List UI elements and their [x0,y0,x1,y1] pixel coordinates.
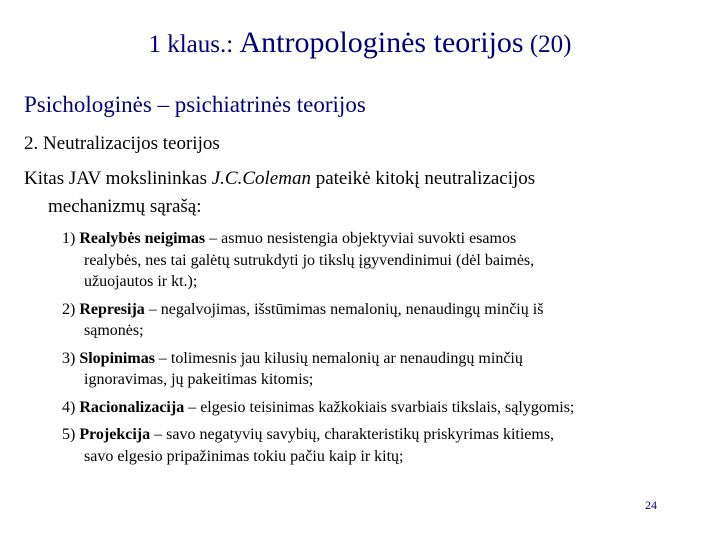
list-item [62,424,712,467]
page-number: 24 [645,498,657,512]
item-term: Projekcija [79,426,151,443]
item-text: – tolimesnis jau kilusių nemalonių ar nenaudingų minčių [154,349,523,367]
list-item [62,228,712,293]
item-text: – negalvojimas, išstūmimas nemalonių, nenaudingų minčių iš [144,300,544,318]
item-text-continuation: realybės, nes tai galėtų sutrukdyti jo tikslų įgyvendinimui (dėl baimės, [84,251,535,269]
section-heading: 2. Neutralizacijos teorijos [24,133,220,154]
intro-author: J.C.Coleman [211,168,311,189]
item-text-continuation: savo elgesio pripažinimas tokiu pačiu kaip ir kitų; [84,447,404,465]
item-text-continuation: sąmonės; [84,322,144,339]
title-number: (20) [523,31,572,58]
intro-text-start: Kitas JAV mokslininkas [24,168,212,189]
item-term: Realybės neigimas [79,230,206,247]
intro-paragraph [24,165,714,221]
slide-title [0,26,720,60]
item-number: 1) [62,230,80,247]
slide-subtitle: Psichologinės – psichiatrinės teorijos [24,92,366,117]
item-text: – savo negatyvių savybių, charakteristikų priskyrimas kitiems, [150,426,555,443]
list-item [62,397,712,419]
item-number: 5) [62,426,80,443]
item-text: – elgesio teisinimas kažkokiais svarbiais tikslais, sąlygomis; [184,398,575,416]
item-number: 3) [62,349,80,367]
mechanism-list [62,228,712,473]
item-number: 2) [62,300,80,318]
list-item [62,348,712,391]
list-item [62,299,712,342]
item-term: Slopinimas [79,349,155,367]
item-number: 4) [62,398,80,416]
title-main: Antropologinės teorijos [239,26,524,59]
item-term: Racionalizacija [79,398,185,416]
title-prefix: 1 klaus.: [148,31,240,58]
item-text: – asmuo nesistengia objektyviai suvokti esamos [205,230,517,247]
item-text-continuation: ignoravimas, jų pakeitimas kitomis; [84,371,314,388]
intro-text-continuation: mechanizmų sąrašą: [48,196,202,217]
intro-text-end: pateikė kitokį neutralizacijos [310,168,536,189]
item-term: Represija [79,300,145,318]
item-text-continuation: užuojautos ir kt.); [84,273,198,290]
